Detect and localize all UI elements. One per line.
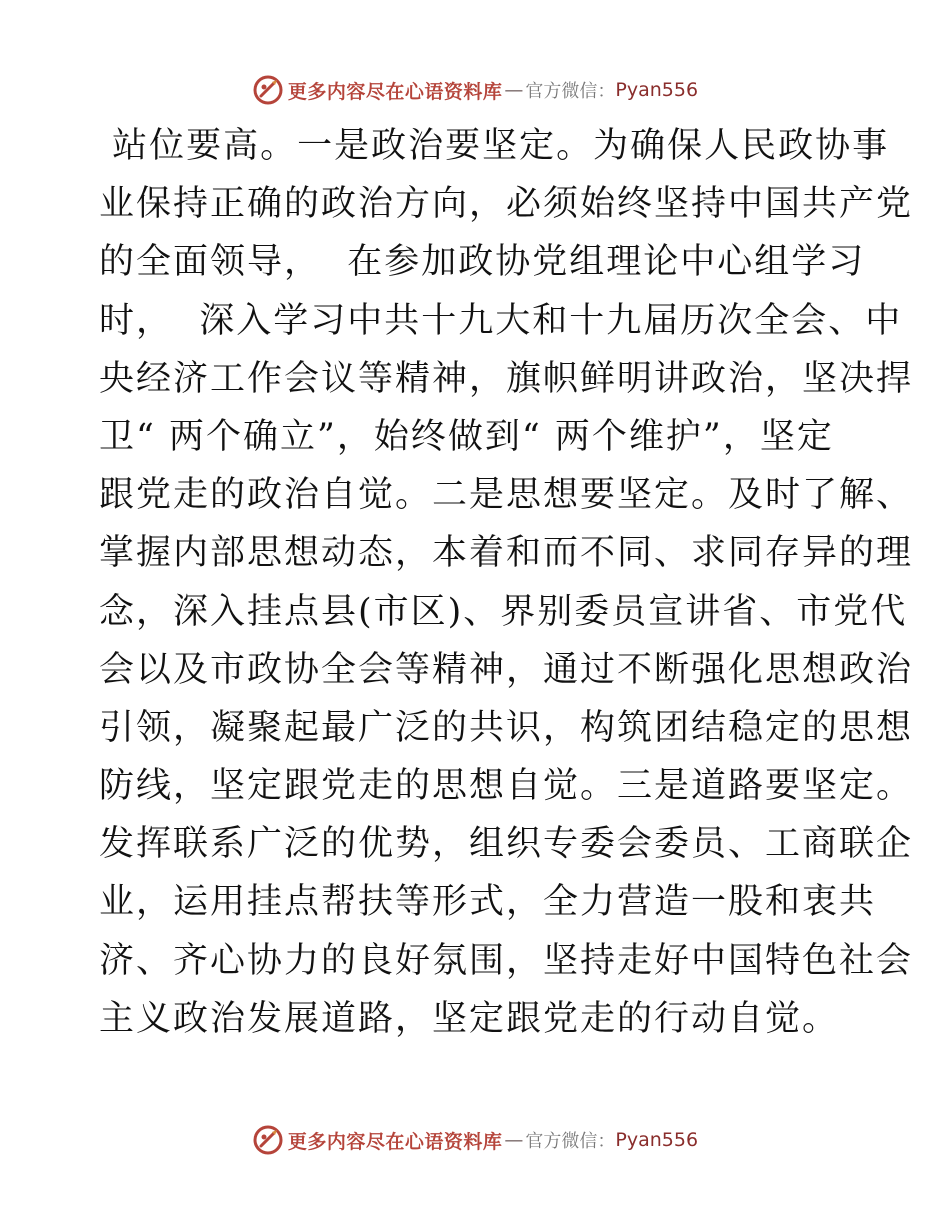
text-line: 掌握内部思想动态，本着和而不同、求同存异的理 bbox=[99, 533, 914, 574]
wechat-label: 官方微信： bbox=[525, 81, 616, 102]
brand-logo-icon bbox=[252, 74, 284, 106]
site-name: 更多内容尽在心语资料库 bbox=[287, 1130, 503, 1153]
text-line: 卫“ 两个确立”，始终做到“ 两个维护”，坚定 bbox=[99, 416, 834, 457]
text-line: 引领，凝聚起最广泛的共识，构筑团结稳定的思想 bbox=[99, 707, 914, 748]
wechat-label: 官方微信： bbox=[525, 1131, 616, 1152]
text-line: 防线，坚定跟党走的思想自觉。三是道路要坚定。 bbox=[99, 766, 914, 807]
document-body bbox=[99, 117, 914, 1048]
text-line: 时， 深入学习中共十九大和十九届历次全会、中 bbox=[99, 300, 903, 341]
text-line: 会以及市政协全会等精神，通过不断强化思想政治 bbox=[99, 649, 914, 690]
text-line: 跟党走的政治自觉。二是思想要坚定。及时了解、 bbox=[99, 475, 914, 516]
text-line: 业，运用挂点帮扶等形式，全力营造一股和衷共 bbox=[99, 882, 877, 923]
text-line: 的全面领导， 在参加政协党组理论中心组学习 bbox=[99, 242, 866, 283]
text-line: 站位要高。一是政治要坚定。为确保人民政协事 bbox=[99, 126, 890, 166]
header-watermark-banner bbox=[0, 70, 950, 110]
text-line: 主义政治发展道路，坚定跟党走的行动自觉。 bbox=[99, 998, 840, 1039]
text-line: 发挥联系广泛的优势，组织专委会委员、工商联企 bbox=[99, 824, 914, 865]
brand-logo-icon bbox=[252, 1124, 284, 1156]
text-line: 央经济工作会议等精神，旗帜鲜明讲政治，坚决捍 bbox=[99, 358, 914, 399]
wechat-account: Pyan556 bbox=[615, 79, 699, 101]
site-name: 更多内容尽在心语资料库 bbox=[287, 80, 503, 103]
text-line: 念，深入挂点县(市区)、界别委员宣讲省、市党代 bbox=[99, 591, 908, 632]
footer-watermark-banner bbox=[0, 1120, 950, 1160]
wechat-account: Pyan556 bbox=[615, 1129, 699, 1151]
text-line: 业保持正确的政治方向，必须始终坚持中国共产党 bbox=[99, 184, 914, 225]
banner-dash: — bbox=[504, 1129, 524, 1151]
banner-dash: — bbox=[504, 79, 524, 101]
text-line: 济、齐心协力的良好氛围，坚持走好中国特色社会 bbox=[99, 940, 914, 981]
